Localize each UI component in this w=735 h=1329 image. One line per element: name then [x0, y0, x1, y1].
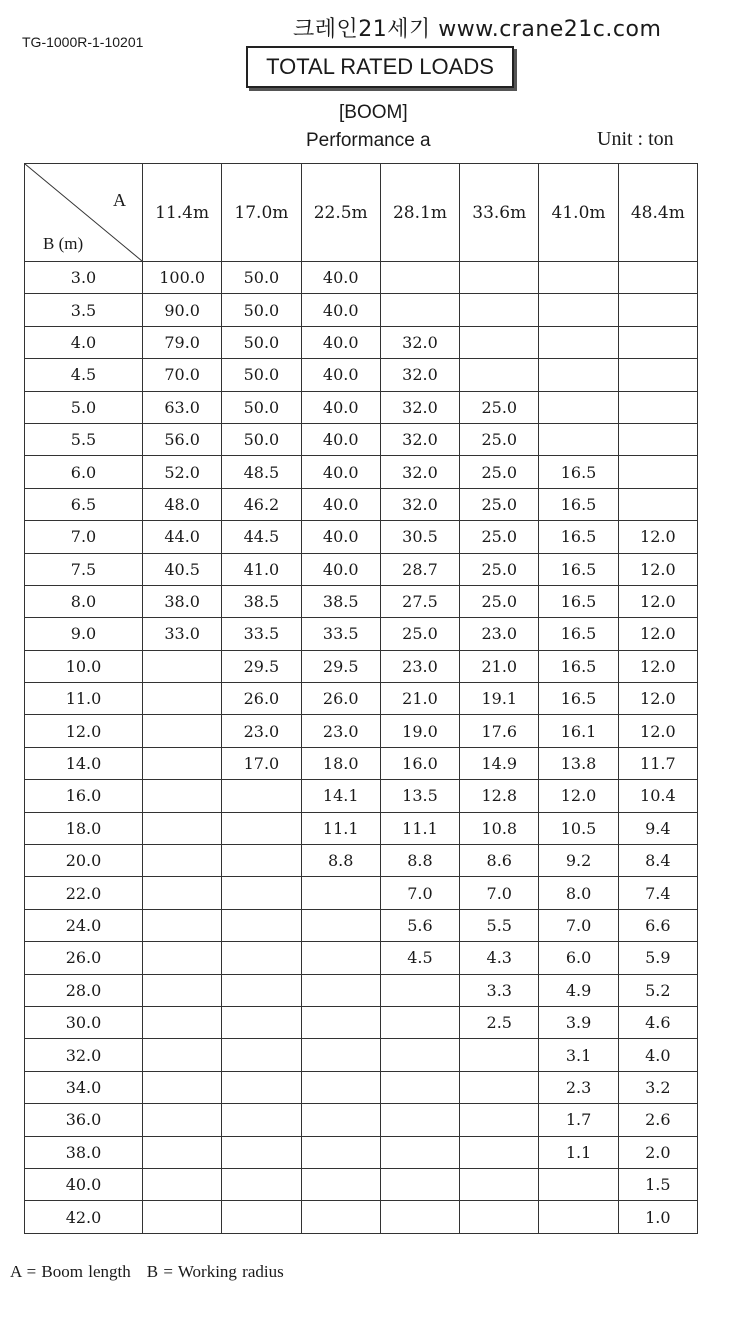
load-value-cell: 4.3 — [460, 942, 539, 974]
load-value-cell: 25.0 — [460, 488, 539, 520]
load-value-cell: 14.9 — [460, 747, 539, 779]
working-radius-cell: 18.0 — [25, 812, 143, 844]
load-value-cell — [460, 359, 539, 391]
load-value-cell: 29.5 — [301, 650, 380, 682]
table-row — [25, 780, 698, 812]
load-value-cell — [143, 715, 222, 747]
load-value-cell: 12.0 — [618, 553, 697, 585]
load-value-cell: 2.6 — [618, 1104, 697, 1136]
load-value-cell: 25.0 — [460, 585, 539, 617]
load-value-cell: 33.0 — [143, 618, 222, 650]
load-value-cell: 11.1 — [301, 812, 380, 844]
load-value-cell: 33.5 — [222, 618, 301, 650]
load-value-cell — [460, 1136, 539, 1168]
load-value-cell — [618, 326, 697, 358]
load-value-cell — [222, 1006, 301, 1038]
boom-length-header: 33.6m — [460, 164, 539, 262]
load-value-cell — [222, 780, 301, 812]
table-row — [25, 553, 698, 585]
load-value-cell — [460, 1039, 539, 1071]
load-value-cell — [222, 1201, 301, 1233]
working-radius-cell: 36.0 — [25, 1104, 143, 1136]
load-value-cell — [301, 1104, 380, 1136]
working-radius-cell: 6.5 — [25, 488, 143, 520]
load-value-cell — [460, 1104, 539, 1136]
load-value-cell: 40.0 — [301, 488, 380, 520]
load-value-cell: 26.0 — [301, 683, 380, 715]
table-row — [25, 1136, 698, 1168]
load-value-cell: 16.5 — [539, 618, 618, 650]
working-radius-cell: 28.0 — [25, 974, 143, 1006]
load-value-cell: 16.5 — [539, 488, 618, 520]
load-value-cell — [222, 942, 301, 974]
table-row — [25, 683, 698, 715]
load-value-cell: 50.0 — [222, 359, 301, 391]
working-radius-cell: 30.0 — [25, 1006, 143, 1038]
load-value-cell: 19.0 — [380, 715, 459, 747]
load-value-cell — [301, 1168, 380, 1200]
load-value-cell: 7.4 — [618, 877, 697, 909]
load-value-cell: 25.0 — [460, 423, 539, 455]
working-radius-cell: 42.0 — [25, 1201, 143, 1233]
load-value-cell — [380, 1006, 459, 1038]
table-row — [25, 326, 698, 358]
load-value-cell: 21.0 — [460, 650, 539, 682]
working-radius-cell: 14.0 — [25, 747, 143, 779]
load-value-cell: 4.9 — [539, 974, 618, 1006]
boom-length-header: 17.0m — [222, 164, 301, 262]
unit-label: Unit : ton — [597, 128, 674, 150]
load-value-cell: 9.2 — [539, 845, 618, 877]
page-title-text: TOTAL RATED LOADS — [266, 54, 494, 79]
table-row — [25, 359, 698, 391]
load-value-cell: 23.0 — [301, 715, 380, 747]
load-value-cell — [539, 326, 618, 358]
legend — [10, 1262, 284, 1282]
load-value-cell: 12.0 — [539, 780, 618, 812]
table-row — [25, 521, 698, 553]
load-value-cell: 16.5 — [539, 553, 618, 585]
load-value-cell: 32.0 — [380, 423, 459, 455]
working-radius-cell: 7.0 — [25, 521, 143, 553]
load-value-cell: 38.5 — [301, 585, 380, 617]
load-value-cell — [539, 294, 618, 326]
load-value-cell: 25.0 — [460, 521, 539, 553]
legend-boom-length: A = Boom length — [10, 1262, 131, 1281]
load-value-cell: 7.0 — [460, 877, 539, 909]
table-row — [25, 1104, 698, 1136]
performance-label: Performance a — [306, 130, 431, 151]
load-value-cell: 4.6 — [618, 1006, 697, 1038]
load-value-cell — [301, 877, 380, 909]
table-row — [25, 262, 698, 294]
working-radius-cell: 12.0 — [25, 715, 143, 747]
load-value-cell: 3.9 — [539, 1006, 618, 1038]
table-header-row — [25, 164, 698, 262]
load-value-cell: 12.0 — [618, 521, 697, 553]
load-value-cell — [222, 1039, 301, 1071]
load-value-cell: 21.0 — [380, 683, 459, 715]
table-row — [25, 715, 698, 747]
load-value-cell: 41.0 — [222, 553, 301, 585]
load-value-cell: 8.6 — [460, 845, 539, 877]
load-value-cell: 32.0 — [380, 488, 459, 520]
table-row — [25, 845, 698, 877]
load-value-cell — [301, 974, 380, 1006]
load-value-cell: 12.0 — [618, 585, 697, 617]
load-value-cell — [618, 359, 697, 391]
load-value-cell: 11.7 — [618, 747, 697, 779]
working-radius-cell: 32.0 — [25, 1039, 143, 1071]
load-value-cell: 2.3 — [539, 1071, 618, 1103]
boom-length-header: 41.0m — [539, 164, 618, 262]
load-value-cell — [380, 974, 459, 1006]
load-value-cell: 2.0 — [618, 1136, 697, 1168]
load-value-cell — [222, 812, 301, 844]
table-row — [25, 456, 698, 488]
load-value-cell: 16.5 — [539, 683, 618, 715]
document-code: TG-1000R-1-10201 — [22, 34, 144, 50]
working-radius-cell: 5.5 — [25, 423, 143, 455]
working-radius-cell: 4.5 — [25, 359, 143, 391]
load-value-cell — [143, 909, 222, 941]
watermark-text: 크레인21세기 www.crane21c.com — [293, 17, 662, 42]
load-value-cell — [301, 1136, 380, 1168]
load-value-cell: 10.5 — [539, 812, 618, 844]
load-value-cell: 5.9 — [618, 942, 697, 974]
load-value-cell: 5.6 — [380, 909, 459, 941]
load-value-cell: 7.0 — [380, 877, 459, 909]
load-value-cell: 90.0 — [143, 294, 222, 326]
load-value-cell: 16.5 — [539, 521, 618, 553]
load-value-cell — [143, 845, 222, 877]
load-value-cell — [618, 391, 697, 423]
load-value-cell: 63.0 — [143, 391, 222, 423]
load-value-cell: 4.0 — [618, 1039, 697, 1071]
working-radius-cell: 9.0 — [25, 618, 143, 650]
load-value-cell — [222, 877, 301, 909]
load-value-cell: 44.5 — [222, 521, 301, 553]
load-value-cell: 33.5 — [301, 618, 380, 650]
load-value-cell: 40.5 — [143, 553, 222, 585]
load-value-cell: 25.0 — [460, 391, 539, 423]
table-row — [25, 1006, 698, 1038]
working-radius-cell: 3.0 — [25, 262, 143, 294]
load-value-cell — [143, 812, 222, 844]
load-value-cell: 16.5 — [539, 650, 618, 682]
working-radius-cell: 7.5 — [25, 553, 143, 585]
load-value-cell: 6.6 — [618, 909, 697, 941]
working-radius-cell: 4.0 — [25, 326, 143, 358]
load-value-cell — [143, 974, 222, 1006]
load-value-cell: 50.0 — [222, 262, 301, 294]
table-row — [25, 942, 698, 974]
boom-length-header: 22.5m — [301, 164, 380, 262]
load-value-cell — [143, 683, 222, 715]
load-value-cell: 30.5 — [380, 521, 459, 553]
load-value-cell — [460, 1201, 539, 1233]
corner-label-b: B (m) — [43, 234, 84, 253]
table-row — [25, 1168, 698, 1200]
load-value-cell: 12.0 — [618, 715, 697, 747]
load-value-cell — [380, 262, 459, 294]
load-value-cell — [222, 845, 301, 877]
load-value-cell: 48.5 — [222, 456, 301, 488]
load-value-cell: 14.1 — [301, 780, 380, 812]
load-value-cell: 17.6 — [460, 715, 539, 747]
load-value-cell — [143, 747, 222, 779]
load-value-cell — [460, 326, 539, 358]
working-radius-cell: 16.0 — [25, 780, 143, 812]
boom-length-header: 28.1m — [380, 164, 459, 262]
load-value-cell: 40.0 — [301, 423, 380, 455]
load-value-cell: 1.7 — [539, 1104, 618, 1136]
load-value-cell — [301, 1071, 380, 1103]
load-value-cell: 16.0 — [380, 747, 459, 779]
load-value-cell: 1.1 — [539, 1136, 618, 1168]
load-value-cell — [539, 391, 618, 423]
load-value-cell — [380, 1071, 459, 1103]
load-value-cell: 12.8 — [460, 780, 539, 812]
load-value-cell: 10.4 — [618, 780, 697, 812]
table-row — [25, 585, 698, 617]
load-value-cell: 40.0 — [301, 521, 380, 553]
load-value-cell: 40.0 — [301, 456, 380, 488]
load-value-cell — [222, 974, 301, 1006]
load-value-cell: 23.0 — [222, 715, 301, 747]
load-value-cell: 16.5 — [539, 456, 618, 488]
corner-label-a: A — [113, 190, 126, 210]
table-row — [25, 1039, 698, 1071]
load-value-cell: 40.0 — [301, 326, 380, 358]
load-value-cell — [380, 1201, 459, 1233]
load-value-cell: 2.5 — [460, 1006, 539, 1038]
table-row — [25, 423, 698, 455]
working-radius-cell: 24.0 — [25, 909, 143, 941]
working-radius-cell: 3.5 — [25, 294, 143, 326]
load-value-cell: 23.0 — [460, 618, 539, 650]
load-value-cell — [301, 1006, 380, 1038]
table-row — [25, 488, 698, 520]
load-value-cell: 32.0 — [380, 456, 459, 488]
load-value-cell: 38.0 — [143, 585, 222, 617]
load-value-cell: 40.0 — [301, 553, 380, 585]
load-value-cell — [380, 294, 459, 326]
load-value-cell: 5.2 — [618, 974, 697, 1006]
table-body — [25, 262, 698, 1234]
load-value-cell: 12.0 — [618, 650, 697, 682]
load-value-cell — [143, 650, 222, 682]
load-value-cell — [539, 1201, 618, 1233]
load-value-cell: 17.0 — [222, 747, 301, 779]
load-value-cell — [460, 1071, 539, 1103]
table-row — [25, 618, 698, 650]
load-value-cell: 27.5 — [380, 585, 459, 617]
load-value-cell — [143, 1071, 222, 1103]
page-title — [246, 46, 514, 88]
working-radius-cell: 26.0 — [25, 942, 143, 974]
load-value-cell — [618, 294, 697, 326]
load-value-cell: 10.8 — [460, 812, 539, 844]
table-row — [25, 747, 698, 779]
load-value-cell — [539, 359, 618, 391]
section-label: [BOOM] — [339, 102, 408, 123]
load-value-cell: 3.3 — [460, 974, 539, 1006]
load-value-cell — [222, 1071, 301, 1103]
working-radius-cell: 38.0 — [25, 1136, 143, 1168]
load-value-cell: 52.0 — [143, 456, 222, 488]
load-value-cell: 38.5 — [222, 585, 301, 617]
table-row — [25, 974, 698, 1006]
load-value-cell — [301, 909, 380, 941]
load-value-cell: 32.0 — [380, 359, 459, 391]
load-value-cell: 16.5 — [539, 585, 618, 617]
load-value-cell: 16.1 — [539, 715, 618, 747]
load-value-cell — [143, 1006, 222, 1038]
load-value-cell — [143, 1201, 222, 1233]
load-value-cell: 6.0 — [539, 942, 618, 974]
working-radius-cell: 40.0 — [25, 1168, 143, 1200]
load-value-cell: 40.0 — [301, 359, 380, 391]
load-value-cell: 40.0 — [301, 391, 380, 423]
load-value-cell: 12.0 — [618, 683, 697, 715]
load-value-cell — [143, 1168, 222, 1200]
working-radius-cell: 8.0 — [25, 585, 143, 617]
load-value-cell: 23.0 — [380, 650, 459, 682]
boom-length-header: 11.4m — [143, 164, 222, 262]
load-value-cell — [460, 262, 539, 294]
load-value-cell — [222, 1104, 301, 1136]
working-radius-cell: 11.0 — [25, 683, 143, 715]
table-row — [25, 1071, 698, 1103]
load-value-cell: 50.0 — [222, 391, 301, 423]
corner-header-cell — [25, 164, 143, 262]
load-value-cell: 25.0 — [460, 553, 539, 585]
load-value-cell: 18.0 — [301, 747, 380, 779]
load-value-cell — [539, 1168, 618, 1200]
legend-working-radius: B = Working radius — [146, 1262, 284, 1281]
load-value-cell — [380, 1104, 459, 1136]
load-value-cell: 40.0 — [301, 262, 380, 294]
load-value-cell: 3.2 — [618, 1071, 697, 1103]
load-value-cell: 3.1 — [539, 1039, 618, 1071]
load-value-cell: 28.7 — [380, 553, 459, 585]
load-value-cell — [143, 942, 222, 974]
load-value-cell — [539, 262, 618, 294]
load-value-cell — [301, 1201, 380, 1233]
load-value-cell: 5.5 — [460, 909, 539, 941]
working-radius-cell: 5.0 — [25, 391, 143, 423]
load-value-cell: 7.0 — [539, 909, 618, 941]
load-value-cell — [380, 1039, 459, 1071]
load-value-cell — [460, 1168, 539, 1200]
working-radius-cell: 22.0 — [25, 877, 143, 909]
load-value-cell: 46.2 — [222, 488, 301, 520]
load-value-cell: 29.5 — [222, 650, 301, 682]
load-value-cell: 40.0 — [301, 294, 380, 326]
load-value-cell — [380, 1136, 459, 1168]
load-value-cell — [618, 456, 697, 488]
load-value-cell — [143, 877, 222, 909]
load-value-cell — [143, 1104, 222, 1136]
load-value-cell: 1.5 — [618, 1168, 697, 1200]
load-value-cell: 48.0 — [143, 488, 222, 520]
load-value-cell: 8.4 — [618, 845, 697, 877]
load-value-cell: 4.5 — [380, 942, 459, 974]
load-value-cell: 11.1 — [380, 812, 459, 844]
table-row — [25, 909, 698, 941]
load-value-cell: 12.0 — [618, 618, 697, 650]
load-value-cell: 79.0 — [143, 326, 222, 358]
load-value-cell: 26.0 — [222, 683, 301, 715]
load-value-cell — [222, 1136, 301, 1168]
boom-length-header: 48.4m — [618, 164, 697, 262]
table-row — [25, 650, 698, 682]
load-value-cell — [222, 909, 301, 941]
load-value-cell — [143, 1039, 222, 1071]
working-radius-cell: 34.0 — [25, 1071, 143, 1103]
load-value-cell — [618, 423, 697, 455]
table-row — [25, 1201, 698, 1233]
load-value-cell: 50.0 — [222, 423, 301, 455]
load-value-cell — [460, 294, 539, 326]
rated-loads-table — [24, 163, 698, 1234]
load-value-cell: 13.8 — [539, 747, 618, 779]
table-row — [25, 391, 698, 423]
table-row — [25, 877, 698, 909]
load-value-cell — [143, 780, 222, 812]
table-row — [25, 294, 698, 326]
load-value-cell: 1.0 — [618, 1201, 697, 1233]
table-row — [25, 812, 698, 844]
load-value-cell — [539, 423, 618, 455]
load-value-cell: 32.0 — [380, 326, 459, 358]
load-value-cell: 8.8 — [380, 845, 459, 877]
load-value-cell — [618, 262, 697, 294]
load-value-cell — [301, 942, 380, 974]
load-value-cell — [618, 488, 697, 520]
load-value-cell — [143, 1136, 222, 1168]
load-value-cell: 70.0 — [143, 359, 222, 391]
load-value-cell: 100.0 — [143, 262, 222, 294]
load-value-cell — [301, 1039, 380, 1071]
load-value-cell: 8.8 — [301, 845, 380, 877]
load-value-cell: 44.0 — [143, 521, 222, 553]
working-radius-cell: 10.0 — [25, 650, 143, 682]
load-value-cell: 8.0 — [539, 877, 618, 909]
load-value-cell — [222, 1168, 301, 1200]
load-value-cell: 50.0 — [222, 294, 301, 326]
load-value-cell: 50.0 — [222, 326, 301, 358]
working-radius-cell: 6.0 — [25, 456, 143, 488]
load-value-cell: 25.0 — [460, 456, 539, 488]
load-value-cell — [380, 1168, 459, 1200]
load-value-cell: 19.1 — [460, 683, 539, 715]
load-value-cell: 32.0 — [380, 391, 459, 423]
load-value-cell: 56.0 — [143, 423, 222, 455]
working-radius-cell: 20.0 — [25, 845, 143, 877]
load-value-cell: 13.5 — [380, 780, 459, 812]
load-value-cell: 9.4 — [618, 812, 697, 844]
load-value-cell: 25.0 — [380, 618, 459, 650]
